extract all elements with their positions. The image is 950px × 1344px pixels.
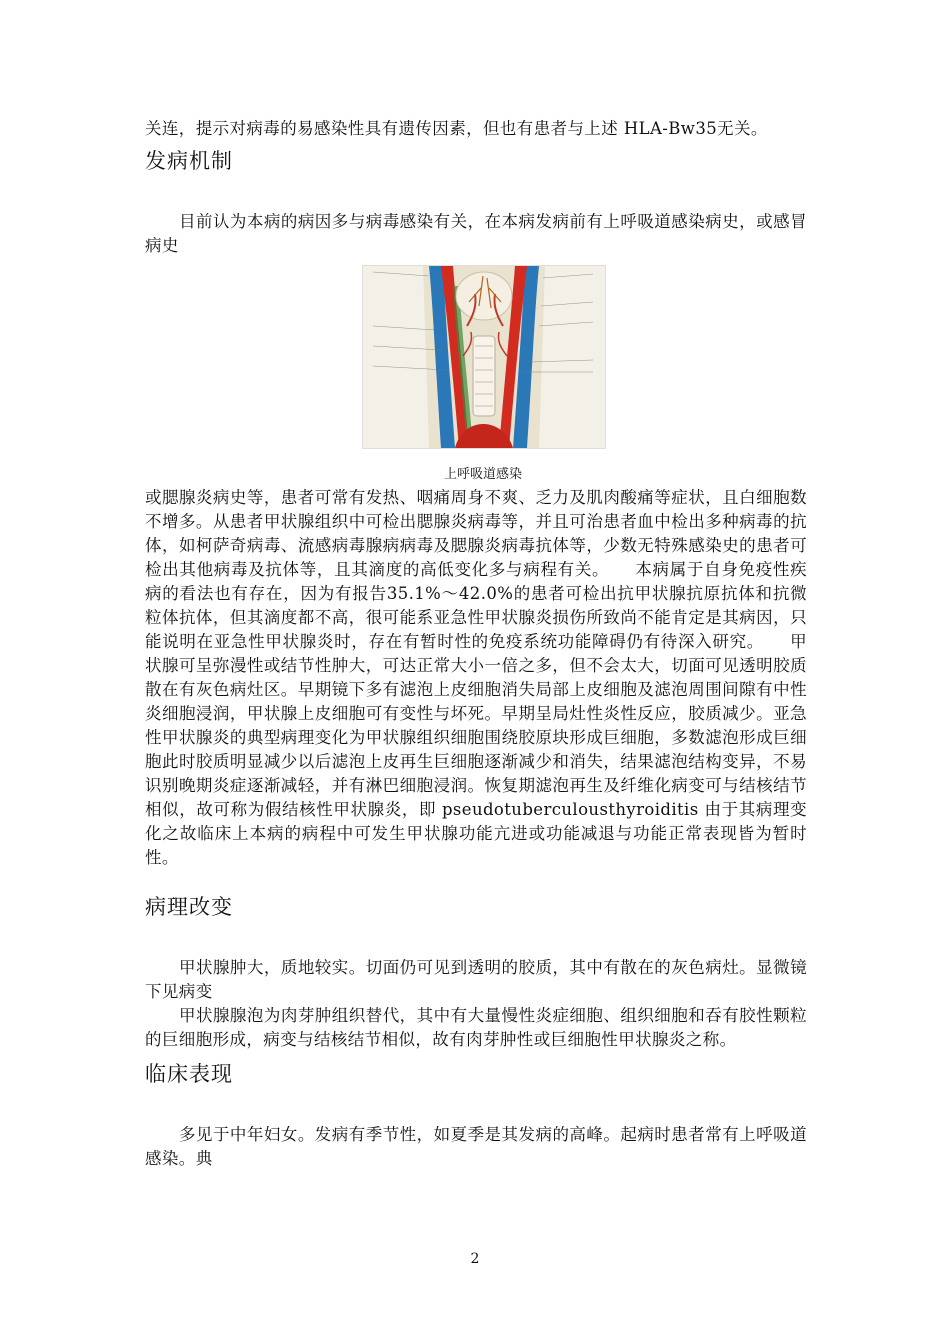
mechanism-paragraph-2: 或腮腺炎病史等，患者可常有发热、咽痛周身不爽、乏力及肌肉酸痛等症状，且白细胞数不增多。从患者甲状腺组织中可检出腮腺炎病毒等，并且可治患者血中检出多种病毒的抗体，如柯萨奇病毒、流感病毒腺病病毒及腮腺炎病毒抗体等，少数无特殊感染史的患者可检出其他病毒及抗体等，且其滴度的高低变化多与病程有关。 本病属于自身免疫性疾病的看法也有存在，因为有报告35.1%～42.0%的患者可检出抗甲状腺抗原抗体和抗微粒体抗体，但其滴度都不高，很可能系亚急性甲状腺炎损伤所致尚不能肯定是其病因，只能说明在亚急性甲状腺炎时，存在有暂时性的免疫系统功能障碍仍有待深入研究。 甲状腺可呈弥漫性或结节性肿大，可达正常大小一倍之多，但不会太大，切面可见透明胶质散在有灰色病灶区。早期镜下多有滤泡上皮细胞消失局部上皮细胞及滤泡周围间隙有中性炎细胞浸润，甲状腺上皮细胞可有变性与坏死。早期呈局灶性炎性反应，胶质减少。亚急性甲状腺炎的典型病理变化为甲状腺组织细胞围绕胶原块形成巨细胞，多数滤泡形成巨细胞此时胶质明显减少以后滤泡上皮再生巨细胞逐渐减少和消失，结果滤泡结构变异，不易识别晚期炎症逐渐减轻，并有淋巴细胞浸润。恢复期滤泡再生及纤维化病变可与结核结节相似，故可称为假结核性甲状腺炎，即 pseudotuberculousthyroiditis 由于其病理变化之故临床上本病的病程中可发生甲状腺功能亢进或功能减退与功能正常表现皆为暂时性。 — [145, 488, 807, 867]
heading-pathology: 病理改变 — [145, 895, 233, 919]
heading-clinical: 临床表现 — [145, 1062, 233, 1086]
page-number: 2 — [470, 1251, 480, 1267]
mechanism-paragraph-1: 目前认为本病的病因多与病毒感染有关，在本病发病前有上呼吸道感染病史，或感冒病史 — [145, 212, 807, 255]
pathology-paragraph-1: 甲状腺肿大，质地较实。切面仍可见到透明的胶质，其中有散在的灰色病灶。显微镜下见病变 — [145, 958, 807, 1001]
figure-caption: 上呼吸道感染 — [443, 467, 522, 482]
neck-anatomy-figure — [362, 265, 606, 449]
neck-anatomy-illustration — [363, 266, 605, 448]
heading-mechanism: 发病机制 — [145, 149, 233, 173]
pathology-paragraph-2: 甲状腺腺泡为肉芽肿组织替代，其中有大量慢性炎症细胞、组织细胞和吞有胶性颗粒的巨细胞形成，病变与结核结节相似，故有肉芽肿性或巨细胞性甲状腺炎之称。 — [145, 1006, 807, 1049]
clinical-paragraph-1: 多见于中年妇女。发病有季节性，如夏季是其发病的高峰。起病时患者常有上呼吸道感染。典 — [145, 1125, 807, 1168]
intro-continuation: 关连，提示对病毒的易感染性具有遗传因素，但也有患者与上述 HLA-Bw35无关。 — [145, 119, 768, 138]
